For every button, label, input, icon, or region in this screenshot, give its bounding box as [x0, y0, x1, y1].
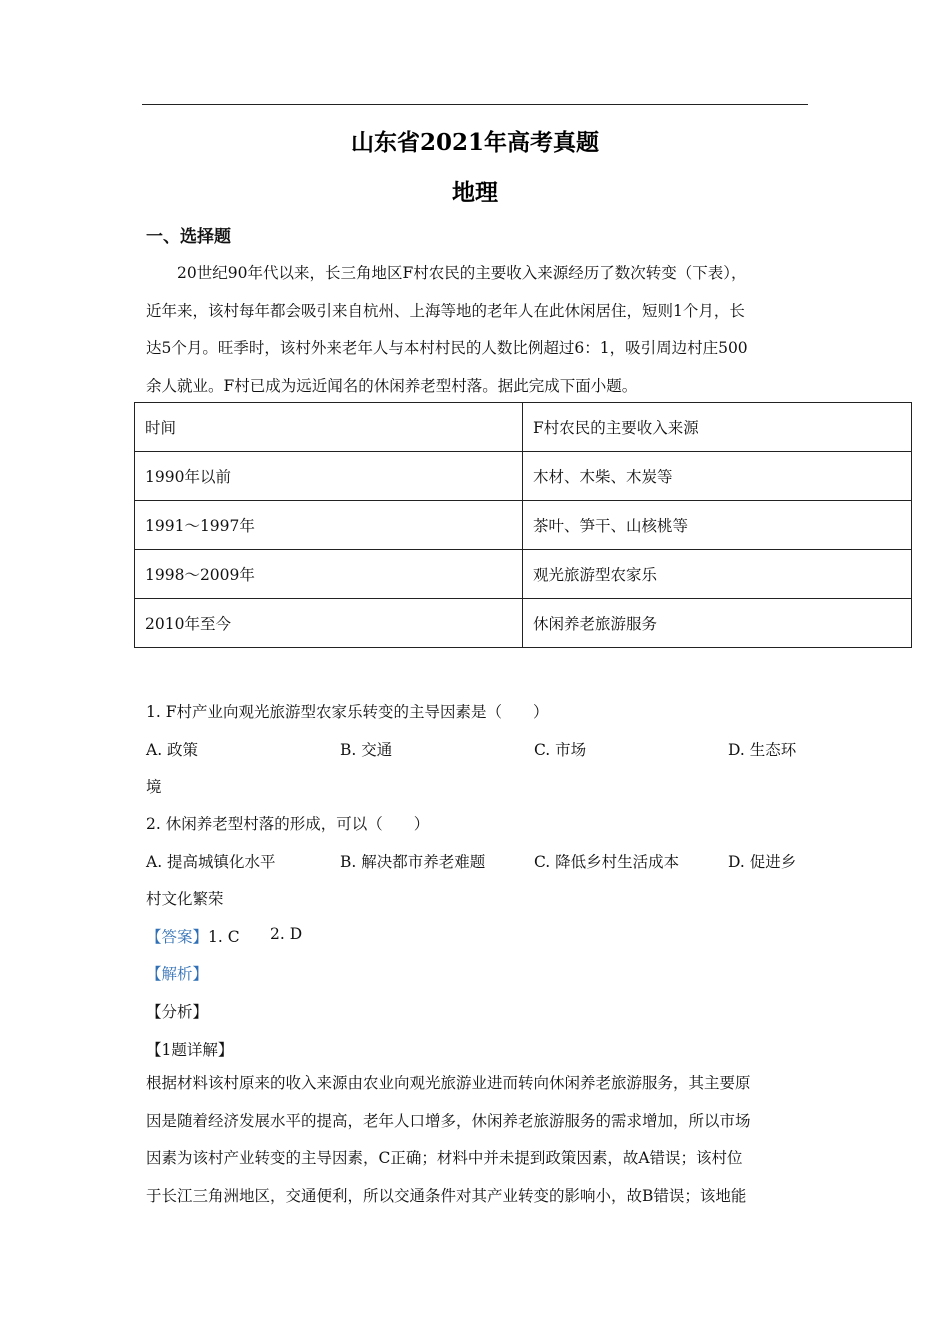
explanation-line: 因是随着经济发展水平的提高，老年人口增多，休闲养老旅游服务的需求增加，所以市场	[146, 1111, 751, 1130]
option-d-continuation: 村文化繁荣	[146, 890, 224, 908]
table-row	[135, 452, 912, 501]
explanation-line: 因素为该村产业转变的主导因素，C正确；材料中并未提到政策因素，故A错误；该村位	[146, 1149, 743, 1168]
option-c: C. 市场	[534, 741, 587, 759]
option-a: A. 政策	[146, 741, 199, 759]
option-d: D. 促进乡	[728, 853, 797, 871]
subject-title: 地理	[452, 179, 498, 206]
option-b: B. 解决都市养老难题	[340, 853, 486, 871]
table-header-cell: F村农民的主要收入来源	[523, 403, 912, 452]
table-cell: 木材、木柴、木炭等	[523, 452, 912, 501]
table-row	[135, 550, 912, 599]
table-header-cell: 时间	[135, 403, 523, 452]
option-b: B. 交通	[340, 741, 393, 759]
income-source-table	[134, 402, 912, 648]
material-line: 余人就业。F村已成为远近闻名的休闲养老型村落。据此完成下面小题。	[146, 376, 638, 395]
header-rule	[142, 104, 808, 105]
question-2-stem: 2. 休闲养老型村落的形成，可以（ ）	[146, 815, 430, 833]
section-heading: 一、选择题	[146, 227, 231, 247]
analysis-label: 【解析】	[146, 965, 209, 983]
table-cell: 休闲养老旅游服务	[523, 599, 912, 648]
table-cell: 2010年至今	[135, 599, 523, 648]
table-cell: 1990年以前	[135, 452, 523, 501]
question-1-detail-label: 【1题详解】	[146, 1041, 234, 1059]
option-a: A. 提高城镇化水平	[146, 853, 276, 871]
explanation-line: 根据材料该村原来的收入来源由农业向观光旅游业进而转向休闲养老旅游服务，其主要原	[146, 1074, 751, 1092]
table-row	[135, 501, 912, 550]
option-d: D. 生态环	[728, 741, 797, 759]
option-d-continuation: 境	[146, 778, 162, 796]
table-cell: 1991～1997年	[135, 501, 523, 550]
exam-title: 山东省2021年高考真题	[350, 129, 599, 156]
table-cell: 观光旅游型农家乐	[523, 550, 912, 599]
table-cell: 茶叶、笋干、山核桃等	[523, 501, 912, 550]
material-line: 近年来，该村每年都会吸引来自杭州、上海等地的老年人在此休闲居住，短则1个月，长	[146, 301, 745, 320]
question-1-options	[146, 738, 808, 762]
explanation-line: 于长江三角洲地区，交通便利，所以交通条件对其产业转变的影响小，故B错误；该地能	[146, 1186, 747, 1205]
material-paragraph	[146, 255, 808, 405]
question-2-options	[146, 850, 808, 874]
breakdown-label: 【分析】	[146, 1003, 209, 1021]
material-line: 20世纪90年代以来，长三角地区F村农民的主要收入来源经历了数次转变（下表），	[177, 264, 747, 282]
material-line: 达5个月。旺季时，该村外来老年人与本村村民的人数比例超过6：1，吸引周边村庄500	[146, 339, 748, 358]
explanation-paragraph	[146, 1065, 808, 1215]
answer-q1: 1. C	[208, 928, 240, 946]
answer-q2: 2. D	[270, 925, 303, 943]
answer-line	[146, 925, 303, 947]
table-row	[135, 599, 912, 648]
answer-label: 【答案】	[146, 928, 209, 946]
option-c: C. 降低乡村生活成本	[534, 853, 680, 871]
table-header-row	[135, 403, 912, 452]
table-cell: 1998～2009年	[135, 550, 523, 599]
question-1-stem: 1. F村产业向观光旅游型农家乐转变的主导因素是（ ）	[146, 703, 549, 721]
